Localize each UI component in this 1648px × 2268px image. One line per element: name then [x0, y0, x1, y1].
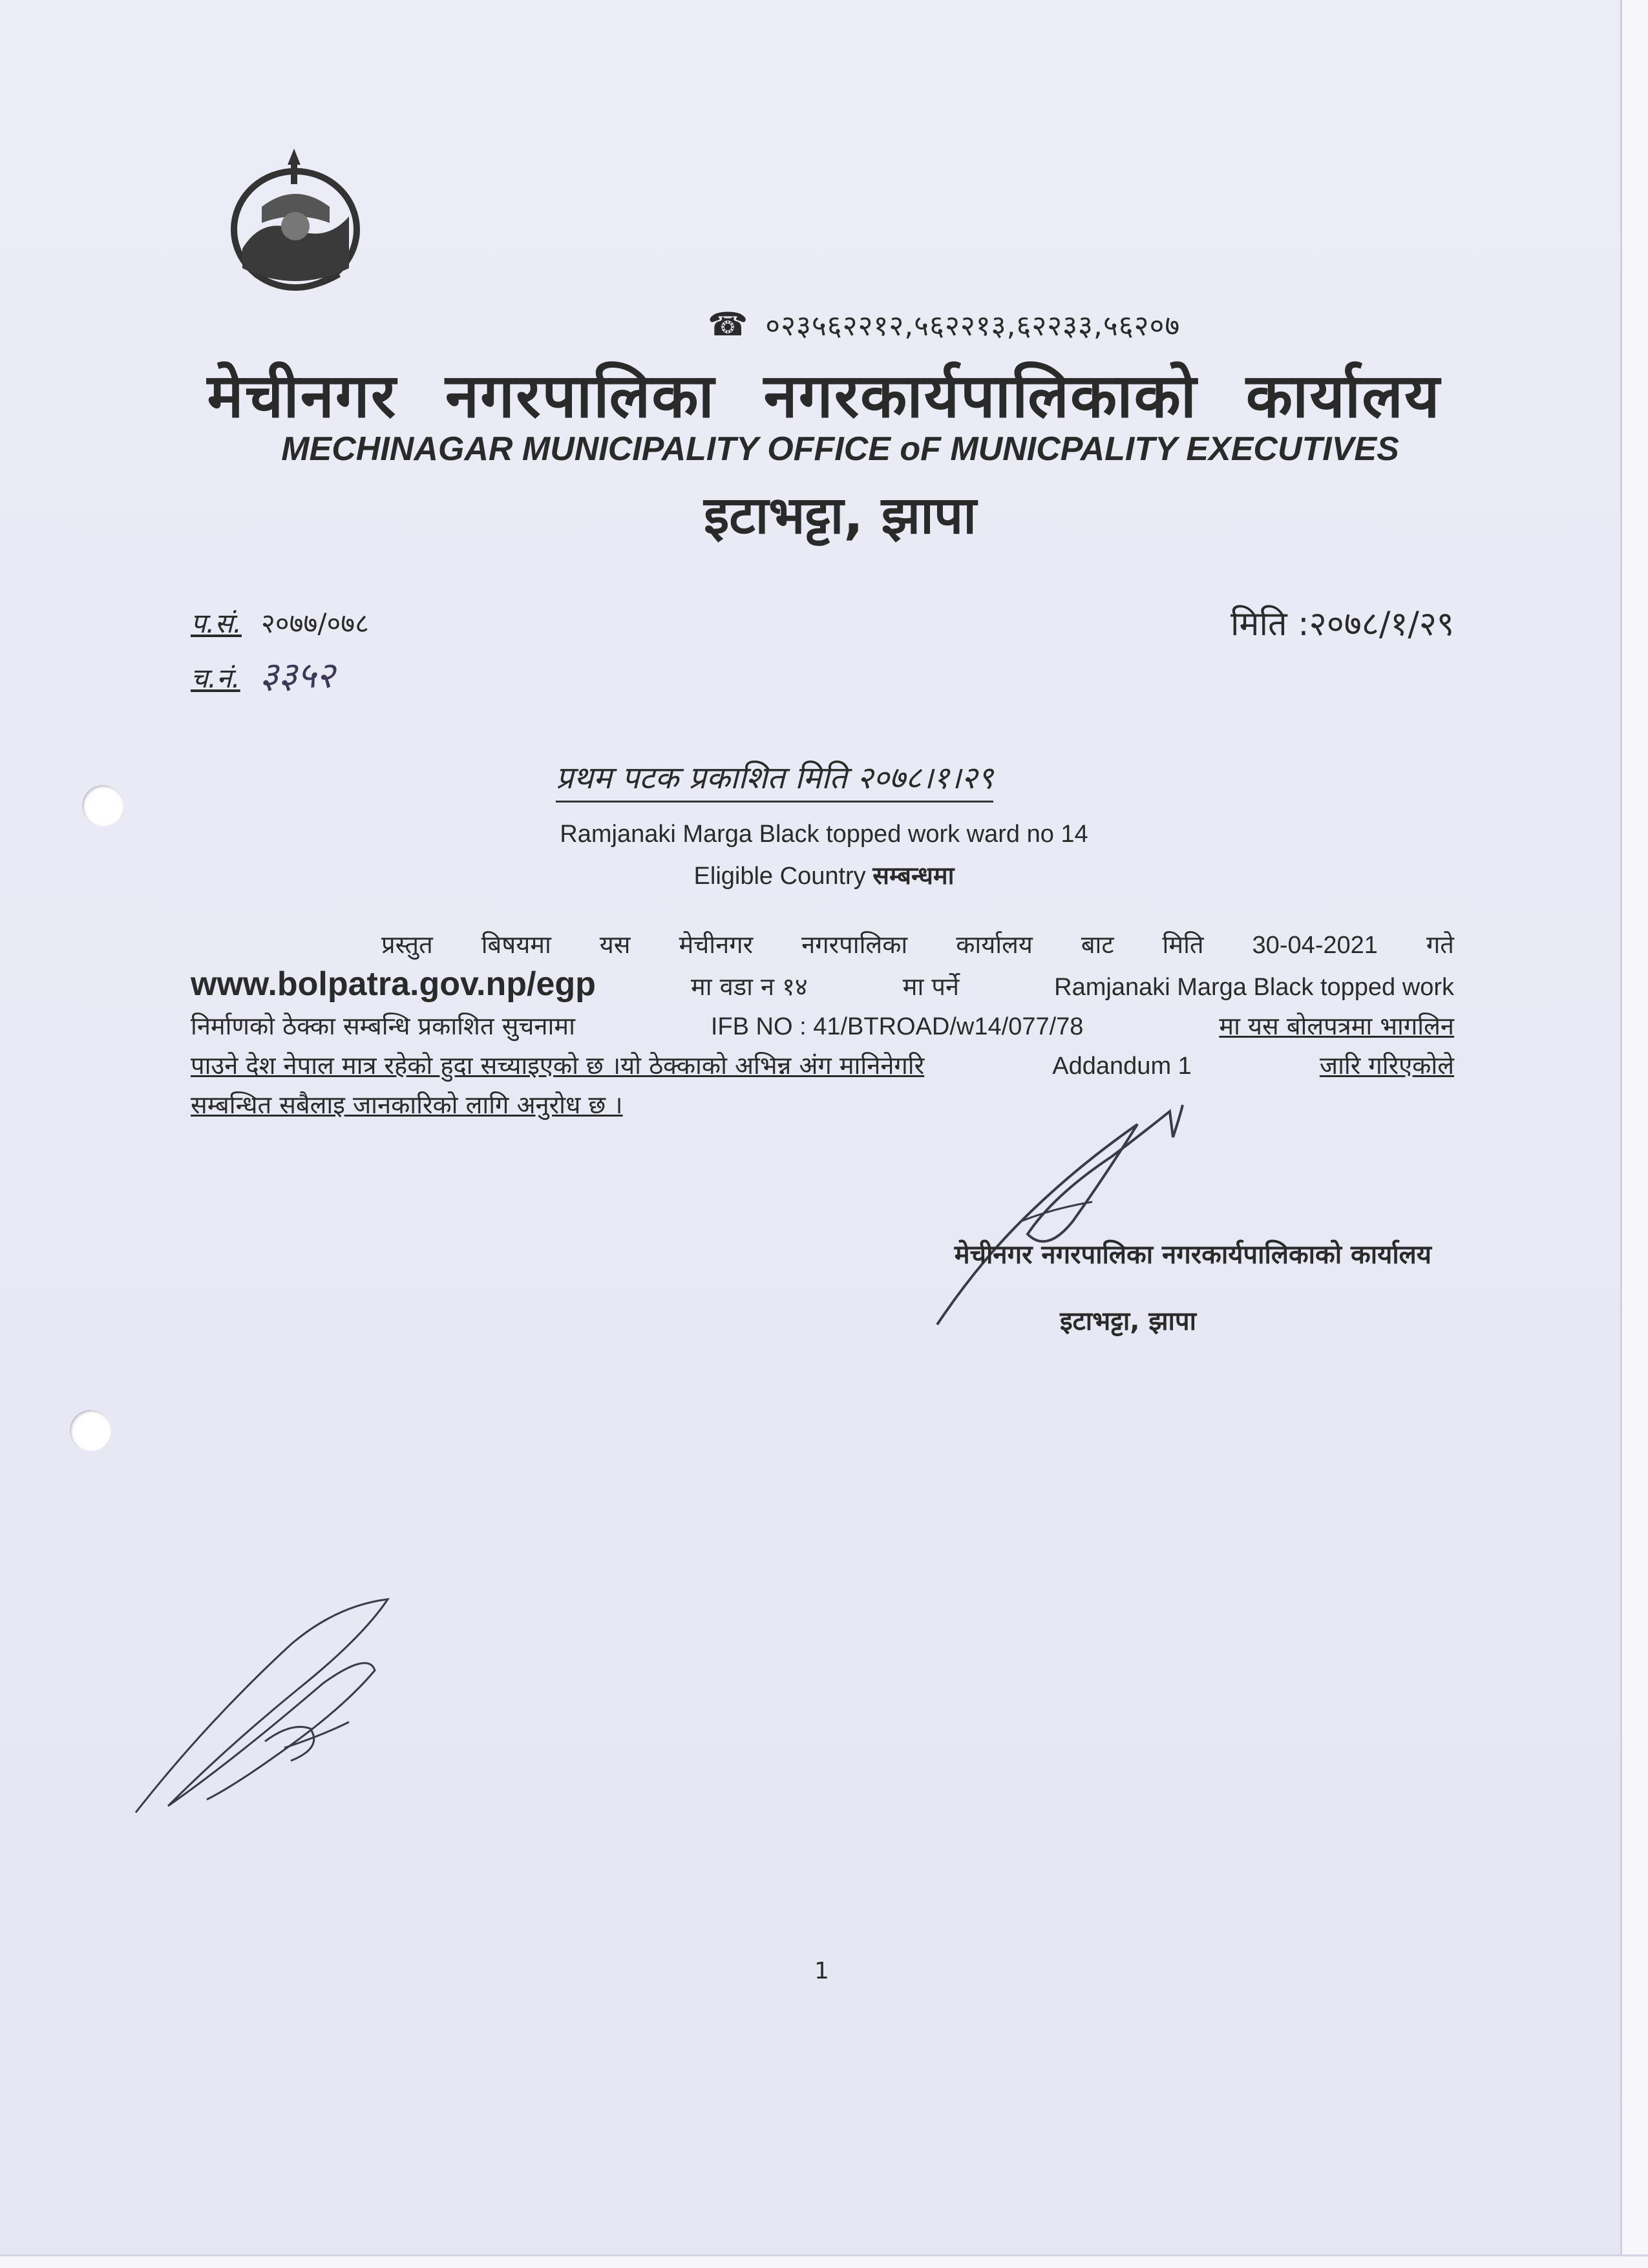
subject-line-2: [452, 858, 1196, 892]
ps-value: २०७७/०७८: [260, 607, 369, 639]
punch-hole: [82, 785, 123, 826]
initial-signature: [129, 1593, 401, 1832]
office-title-nepali: मेचीनगर नगरपालिका नगरकार्यपालिकाको कार्यालय: [207, 361, 1441, 432]
body-word: कार्यालय: [956, 930, 1033, 959]
cn-label: च.नं.: [191, 662, 240, 694]
body-word: गते: [1426, 930, 1454, 959]
office-title-english: MECHINAGAR MUNICIPALITY OFFICE oF MUNICPALITY EXECUTIVES: [281, 430, 1399, 468]
addendum-label: Addandum 1: [1052, 1053, 1192, 1080]
body-line-3: [191, 1007, 1454, 1046]
page-edge-bottom: [0, 2254, 1648, 2268]
subject-regarding: सम्बन्धमा: [872, 863, 955, 890]
body-word: यस: [599, 930, 631, 959]
subject-eligible-country: Eligible Country: [693, 863, 866, 890]
punch-hole: [70, 1410, 111, 1451]
body-word: नगरपालिका: [801, 930, 908, 959]
page-edge-right: [1620, 0, 1648, 2268]
body-ward: मा वडा न १४: [690, 972, 808, 1001]
notice-body: [191, 925, 1454, 1124]
signatory-location: इटाभट्टा, झापा: [1060, 1307, 1197, 1336]
reference-ps: [191, 604, 369, 641]
body-underlined-segment: मा यस बोलपत्रमा भागलिन: [1219, 1012, 1454, 1040]
body-word: मा पर्ने: [902, 972, 960, 1001]
letter-date: मिति :२०७८/१/२९: [1230, 605, 1454, 644]
nepal-emblem-icon: [217, 145, 375, 304]
notice-date: 30-04-2021: [1252, 932, 1378, 959]
body-line-4: [191, 1046, 1454, 1086]
ps-label: प.सं.: [191, 607, 242, 639]
official-signature: [924, 1098, 1228, 1331]
telephone-icon: ☎: [708, 306, 749, 343]
body-line-1: [191, 925, 1454, 965]
subject-line-1: Ramjanaki Marga Black topped work ward no 14: [560, 821, 1088, 848]
office-location: इटाभट्टा, झापा: [703, 485, 977, 545]
body-underlined-segment: पाउने देश नेपाल मात्र रहेको हुदा सच्याइएको छ ।यो ठेक्काको अभिन्न अंग मानिनेगरि: [191, 1051, 925, 1080]
body-word: बाट: [1081, 930, 1114, 959]
reference-cn: [191, 649, 335, 698]
ifb-number: IFB NO : 41/BTROAD/w14/077/78: [710, 1013, 1084, 1040]
body-underlined-segment: सम्बन्धित सबैलाइ जानकारिको लागि अनुरोध छ ।: [191, 1091, 623, 1119]
phone-line: [708, 305, 1180, 344]
body-text-segment: निर्माणको ठेक्का सम्बन्धि प्रकाशित सुचनामा: [191, 1012, 575, 1040]
signatory-office: मेचीनगर नगरपालिका नगरकार्यपालिकाको कार्यालय: [954, 1240, 1431, 1270]
project-name: Ramjanaki Marga Black topped work: [1054, 974, 1454, 1001]
body-word: बिषयमा: [481, 930, 551, 959]
page-number: 1: [814, 1958, 829, 1984]
body-line-2: [191, 965, 1454, 1007]
body-word: मेचीनगर: [679, 930, 754, 959]
body-word: मिति: [1162, 930, 1204, 959]
phone-numbers: ०२३५६२२१२,५६२२१३,६२२३३,५६२०७: [765, 310, 1181, 342]
body-word: प्रस्तुत: [381, 930, 433, 959]
bolpatra-website: www.bolpatra.gov.np/egp: [191, 965, 596, 1003]
first-published-date: प्रथम पटक प्रकाशित मिति २०७८।१।२९: [556, 756, 993, 803]
cn-value: ३३५२: [259, 655, 335, 697]
body-underlined-segment: जारि गरिएकोले: [1319, 1051, 1454, 1080]
body-line-5: [191, 1086, 1454, 1124]
